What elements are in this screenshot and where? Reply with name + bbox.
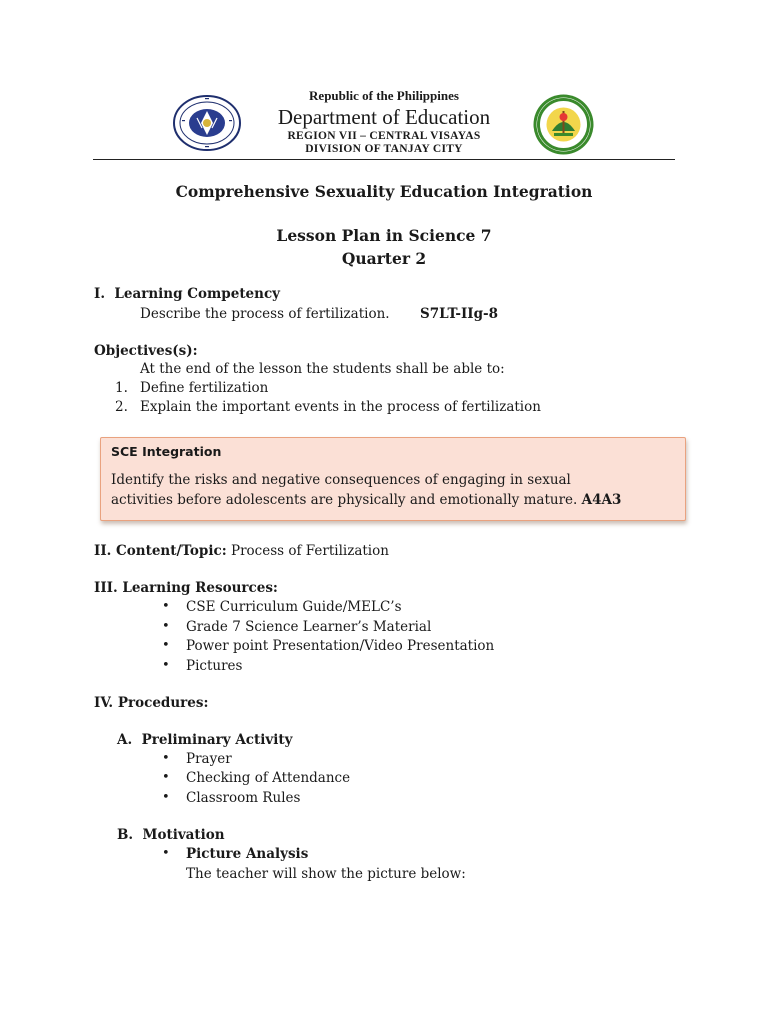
sce-text-line <box>111 492 621 508</box>
competency-code: S7LT-IIg-8 <box>420 306 499 322</box>
quarter-title: Quarter 2 <box>341 249 427 268</box>
bullet-icon: • <box>162 846 170 861</box>
resource-item: Pictures <box>186 658 243 674</box>
division-tanjay-seal-icon <box>528 93 599 156</box>
competency-text: Describe the process of fertilization. <box>140 306 390 322</box>
lesson-plan-title: Lesson Plan in Science 7 <box>276 226 492 245</box>
competency-heading: I. Learning Competency <box>94 286 281 302</box>
resource-item: Power point Presentation/Video Presentation <box>186 638 495 654</box>
bullet-icon: • <box>162 770 170 785</box>
motivation-heading: B. Motivation <box>117 827 225 843</box>
sce-text-line: Identify the risks and negative consequences of engaging in sexual <box>111 472 571 488</box>
objective-item: Define fertilization <box>140 380 269 396</box>
preliminary-item: Classroom Rules <box>186 790 301 806</box>
preliminary-item: Checking of Attendance <box>186 770 351 786</box>
bullet-icon: • <box>162 751 170 766</box>
preliminary-item: Prayer <box>186 751 232 767</box>
objective-item: Explain the important events in the process of fertilization <box>140 399 541 415</box>
header-department: Department of Education <box>277 105 491 129</box>
content-topic-label: II. Content/Topic: <box>94 543 227 559</box>
resource-item: Grade 7 Science Learner’s Material <box>186 619 432 635</box>
sce-integration-box <box>100 437 686 521</box>
content-topic-value: Process of Fertilization <box>230 543 389 559</box>
header-region: REGION VII – CENTRAL VISAYAS <box>287 130 481 142</box>
bullet-icon: • <box>162 599 170 614</box>
objective-number: 2. <box>115 399 128 415</box>
bullet-icon: • <box>162 638 170 653</box>
header-division: DIVISION OF TANJAY CITY <box>305 143 463 155</box>
preliminary-activity-heading: A. Preliminary Activity <box>117 732 293 748</box>
resource-item: CSE Curriculum Guide/MELC’s <box>186 599 402 615</box>
motivation-item: Picture Analysis <box>186 846 309 862</box>
procedures-heading: IV. Procedures: <box>94 695 209 711</box>
bullet-icon: • <box>162 658 170 673</box>
sce-code: A4A3 <box>581 492 622 508</box>
header-republic: Republic of the Philippines <box>309 88 459 103</box>
sce-title: SCE Integration <box>111 444 222 459</box>
bullet-icon: • <box>162 619 170 634</box>
motivation-text: The teacher will show the picture below: <box>186 866 466 882</box>
bullet-icon: • <box>162 790 170 805</box>
objectives-heading: Objectives(s): <box>94 343 198 359</box>
header-divider <box>93 159 675 160</box>
content-topic-line <box>94 543 389 559</box>
document-title: Comprehensive Sexuality Education Integration <box>175 182 593 201</box>
resources-heading: III. Learning Resources: <box>94 580 278 596</box>
sce-text: activities before adolescents are physically and emotionally mature. <box>111 492 578 508</box>
objectives-intro: At the end of the lesson the students shall be able to: <box>140 361 505 377</box>
objective-number: 1. <box>115 380 128 396</box>
